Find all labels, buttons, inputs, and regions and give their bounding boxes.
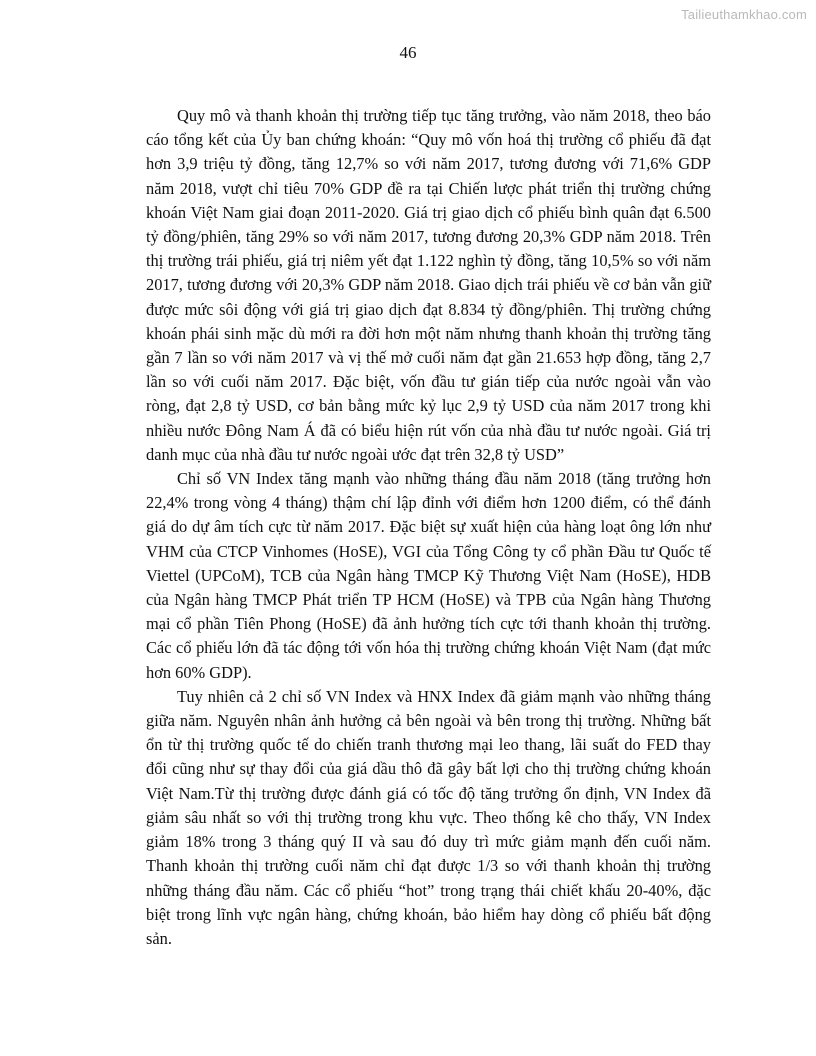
body-text bbox=[146, 104, 711, 951]
paragraph-market-scale: Quy mô và thanh khoản thị trường tiếp tục tăng trưởng, vào năm 2018, theo báo cáo tổng kết của Ủy ban chứng khoán: “Quy mô vốn hoá thị trường cổ phiếu đã đạt hơn 3,9 triệu tỷ đồng, tăng 12,7% so với năm 2017, tương đương với 71,6% GDP năm 2018, vượt chỉ tiêu 70% GDP đề ra tại Chiến lược phát triển thị trường chứng khoán Việt Nam giai đoạn 2011-2020. Giá trị giao dịch cổ phiếu bình quân đạt 6.500 tỷ đồng/phiên, tăng 29% so với năm 2017, tương đương 20,3% GDP năm 2018. Trên thị trường trái phiếu, giá trị niêm yết đạt 1.122 nghìn tỷ đồng, tăng 10,5% so với năm 2017, tương đương với 20,3% GDP năm 2018. Giao dịch trái phiếu về cơ bản vẫn giữ được mức sôi động với giá trị giao dịch đạt 8.834 tỷ đồng/phiên. Thị trường chứng khoán phái sinh mặc dù mới ra đời hơn một năm nhưng thanh khoản thị trường tăng gần 7 lần so với năm 2017 và vị thế mở cuối năm đạt gần 21.653 hợp đồng, tăng 2,7 lần so với cuối năm 2017. Đặc biệt, vốn đầu tư gián tiếp của nước ngoài vẫn vào ròng, đạt 2,8 tỷ USD, cơ bản bằng mức kỷ lục 2,9 tỷ USD của năm 2017 trong khi nhiều nước Đông Nam Á đã có biểu hiện rút vốn của nhà đầu tư nước ngoài. Giá trị danh mục của nhà đầu tư nước ngoài ước đạt trên 32,8 tỷ USD” bbox=[146, 106, 711, 464]
page-number: 46 bbox=[399, 43, 417, 62]
paragraph-vn-index-rise: Chỉ số VN Index tăng mạnh vào những tháng đầu năm 2018 (tăng trưởng hơn 22,4% trong vòng 4 tháng) thậm chí lập đỉnh với điểm hơn 1200 điểm, có thể đánh giá do dự âm tích cực từ năm 2017. Đặc biệt sự xuất hiện của hàng loạt ông lớn như VHM của CTCP Vinhomes (HoSE), VGI của Tổng Công ty cổ phần Đầu tư Quốc tế Viettel (UPCoM), TCB của Ngân hàng TMCP Kỹ Thương Việt Nam (HoSE), HDB của Ngân hàng TMCP Phát triển TP HCM (HoSE) và TPB của Ngân hàng Thương mại cổ phần Tiên Phong (HoSE) đã ảnh hưởng tích cực tới thanh khoản thị trường. Các cổ phiếu lớn đã tác động tới vốn hóa thị trường chứng khoán Việt Nam (đạt mức hơn 60% GDP). bbox=[146, 469, 711, 682]
paragraph-index-decline: Tuy nhiên cả 2 chỉ số VN Index và HNX Index đã giảm mạnh vào những tháng giữa năm. Nguyên nhân ảnh hưởng cả bên ngoài và bên trong thị trường. Những bất ổn từ thị trường quốc tế do chiến tranh thương mại leo thang, lãi suất do FED thay đổi cũng như sự thay đổi của giá dầu thô đã gây bất lợi cho thị trường chứng khoán Việt Nam.Từ thị trường được đánh giá có tốc độ tăng trưởng ổn định, VN Index đã giảm sâu nhất so với thị trường trong khu vực. Theo thống kê cho thấy, VN Index giảm 18% trong 3 tháng quý II và sau đó duy trì mức giảm mạnh đến cuối năm. Thanh khoản thị trường cuối năm chỉ đạt được 1/3 so với thanh khoản thị trường những tháng đầu năm. Các cổ phiếu “hot” trong trạng thái chiết khấu 20-40%, đặc biệt trong lĩnh vực ngân hàng, chứng khoán, bảo hiểm hay dòng cổ phiếu bất động sản. bbox=[146, 686, 711, 948]
watermark-text: Tailieuthamkhao.com bbox=[681, 7, 807, 22]
